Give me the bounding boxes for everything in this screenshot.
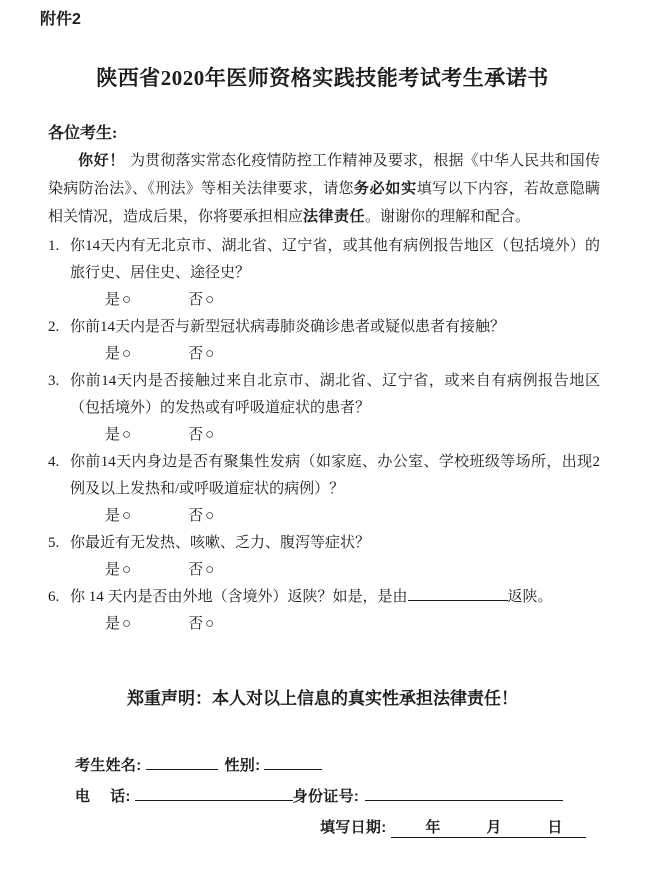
intro-text-3: 。谢谢你的理解和配合。 (365, 209, 531, 225)
answer-option-no[interactable] (188, 287, 214, 314)
intro-text-1: 为贯彻落实常态化疫情防控工作精神及要求，根据《中华人民共和国传染病防治法》、《刑法》等相关法律要求，请您 (48, 153, 600, 197)
answer-circle-icon: ○ (205, 562, 215, 578)
intro-greeting: 你好！ (78, 153, 125, 169)
id-number-label: 身份证号: (292, 788, 360, 805)
answer-circle-icon: ○ (205, 508, 215, 524)
answer-no-label: 否 (188, 616, 204, 632)
question-text-before-blank: 你 14 天内是否由外地（含境外）返陕？如是，是由 (70, 589, 408, 605)
gender-label: 性别: (224, 757, 261, 774)
question-text: 你最近有无发热、咳嗽、乏力、腹泻等症状？ (70, 535, 371, 551)
answer-row (70, 341, 600, 368)
question-text: 你14天内有无北京市、湖北省、辽宁省，或其他有病例报告地区（包括境外）的旅行史、居住史、途径史？ (70, 238, 600, 281)
answer-option-yes[interactable] (105, 422, 131, 449)
answer-option-no[interactable] (188, 503, 214, 530)
answer-no-label: 否 (188, 292, 204, 308)
day-label: 日 (547, 819, 563, 836)
answer-circle-icon: ○ (205, 346, 215, 362)
answer-option-yes[interactable] (105, 557, 131, 584)
month-label: 月 (486, 819, 502, 836)
answer-circle-icon: ○ (122, 508, 132, 524)
answer-row (70, 611, 600, 638)
question-text (70, 584, 600, 611)
answer-no-label: 否 (188, 508, 204, 524)
answer-option-yes[interactable] (105, 503, 131, 530)
answer-row (70, 422, 600, 449)
gender-blank[interactable] (264, 755, 322, 770)
answer-no-label: 否 (188, 346, 204, 362)
return-origin-blank[interactable] (408, 586, 508, 601)
question-number: 6. (48, 589, 60, 605)
question-item-3 (48, 368, 600, 449)
intro-bold-must-fill: 务必如实 (353, 181, 417, 197)
date-blank[interactable] (391, 819, 586, 838)
answer-row (70, 557, 600, 584)
answer-option-no[interactable] (188, 422, 214, 449)
question-number: 4. (48, 454, 60, 470)
phone-blank[interactable] (135, 786, 293, 801)
question-text: 你前14天内身边是否有聚集性发病（如家庭、办公室、学校班级等场所，出现2例及以上发热和/或呼吸道症状的病例）？ (70, 454, 600, 497)
document-title: 陕西省2020年医师资格实践技能考试考生承诺书 (96, 66, 549, 90)
answer-circle-icon: ○ (205, 292, 215, 308)
answer-circle-icon: ○ (205, 427, 215, 443)
phone-label: 电 话: (75, 788, 131, 805)
salutation: 各位考生: (48, 125, 118, 142)
question-text: 你前14天内是否接触过来自北京市、湖北省、辽宁省，或来自有病例报告地区（包括境外）的发热或有呼吸道症状的患者？ (70, 373, 600, 416)
answer-option-no[interactable] (188, 557, 214, 584)
question-item-1 (48, 233, 600, 314)
id-number-blank[interactable] (365, 786, 563, 801)
answer-option-no[interactable] (188, 611, 214, 638)
question-text: 你前14天内是否与新型冠状病毒肺炎确诊患者或疑似患者有接触？ (70, 319, 506, 335)
answer-option-yes[interactable] (105, 611, 131, 638)
answer-option-yes[interactable] (105, 341, 131, 368)
answer-option-no[interactable] (188, 341, 214, 368)
question-item-4 (48, 449, 600, 530)
question-item-6 (48, 584, 600, 638)
name-label: 考生姓名: (75, 757, 142, 774)
answer-circle-icon: ○ (122, 616, 132, 632)
answer-yes-label: 是 (105, 292, 121, 308)
year-label: 年 (425, 819, 441, 836)
form-row-phone-id (75, 785, 605, 803)
form-row-name-gender (75, 754, 605, 772)
answer-no-label: 否 (188, 427, 204, 443)
fill-date-label: 填写日期: (320, 819, 387, 836)
answer-row (70, 287, 600, 314)
intro-bold-legal-liability: 法律责任 (303, 209, 366, 225)
intro-paragraph (48, 147, 600, 231)
declaration-statement: 郑重声明：本人对以上信息的真实性承担法律责任！ (127, 689, 518, 708)
answer-yes-label: 是 (105, 616, 121, 632)
form-row-date (75, 816, 605, 834)
signature-form (75, 754, 605, 834)
answer-yes-label: 是 (105, 427, 121, 443)
question-number: 2. (48, 319, 60, 335)
answer-circle-icon: ○ (205, 616, 215, 632)
answer-circle-icon: ○ (122, 346, 132, 362)
answer-yes-label: 是 (105, 346, 121, 362)
answer-yes-label: 是 (105, 508, 121, 524)
intro-text-2: 填写以下内容，若故意隐瞒相关情况，造成后果，你将要承担相应 (48, 181, 600, 225)
question-number: 3. (48, 373, 60, 389)
name-blank[interactable] (146, 755, 218, 770)
answer-circle-icon: ○ (122, 427, 132, 443)
answer-row (70, 503, 600, 530)
answer-option-yes[interactable] (105, 287, 131, 314)
question-number: 5. (48, 535, 60, 551)
answer-circle-icon: ○ (122, 562, 132, 578)
question-number: 1. (48, 238, 60, 254)
question-item-5 (48, 530, 600, 584)
answer-no-label: 否 (188, 562, 204, 578)
attachment-label: 附件2 (40, 11, 81, 28)
question-item-2 (48, 314, 600, 368)
answer-yes-label: 是 (105, 562, 121, 578)
question-list (48, 233, 600, 638)
document-body (48, 124, 600, 638)
answer-circle-icon: ○ (122, 292, 132, 308)
question-text-after-blank: 返陕。 (507, 589, 553, 605)
